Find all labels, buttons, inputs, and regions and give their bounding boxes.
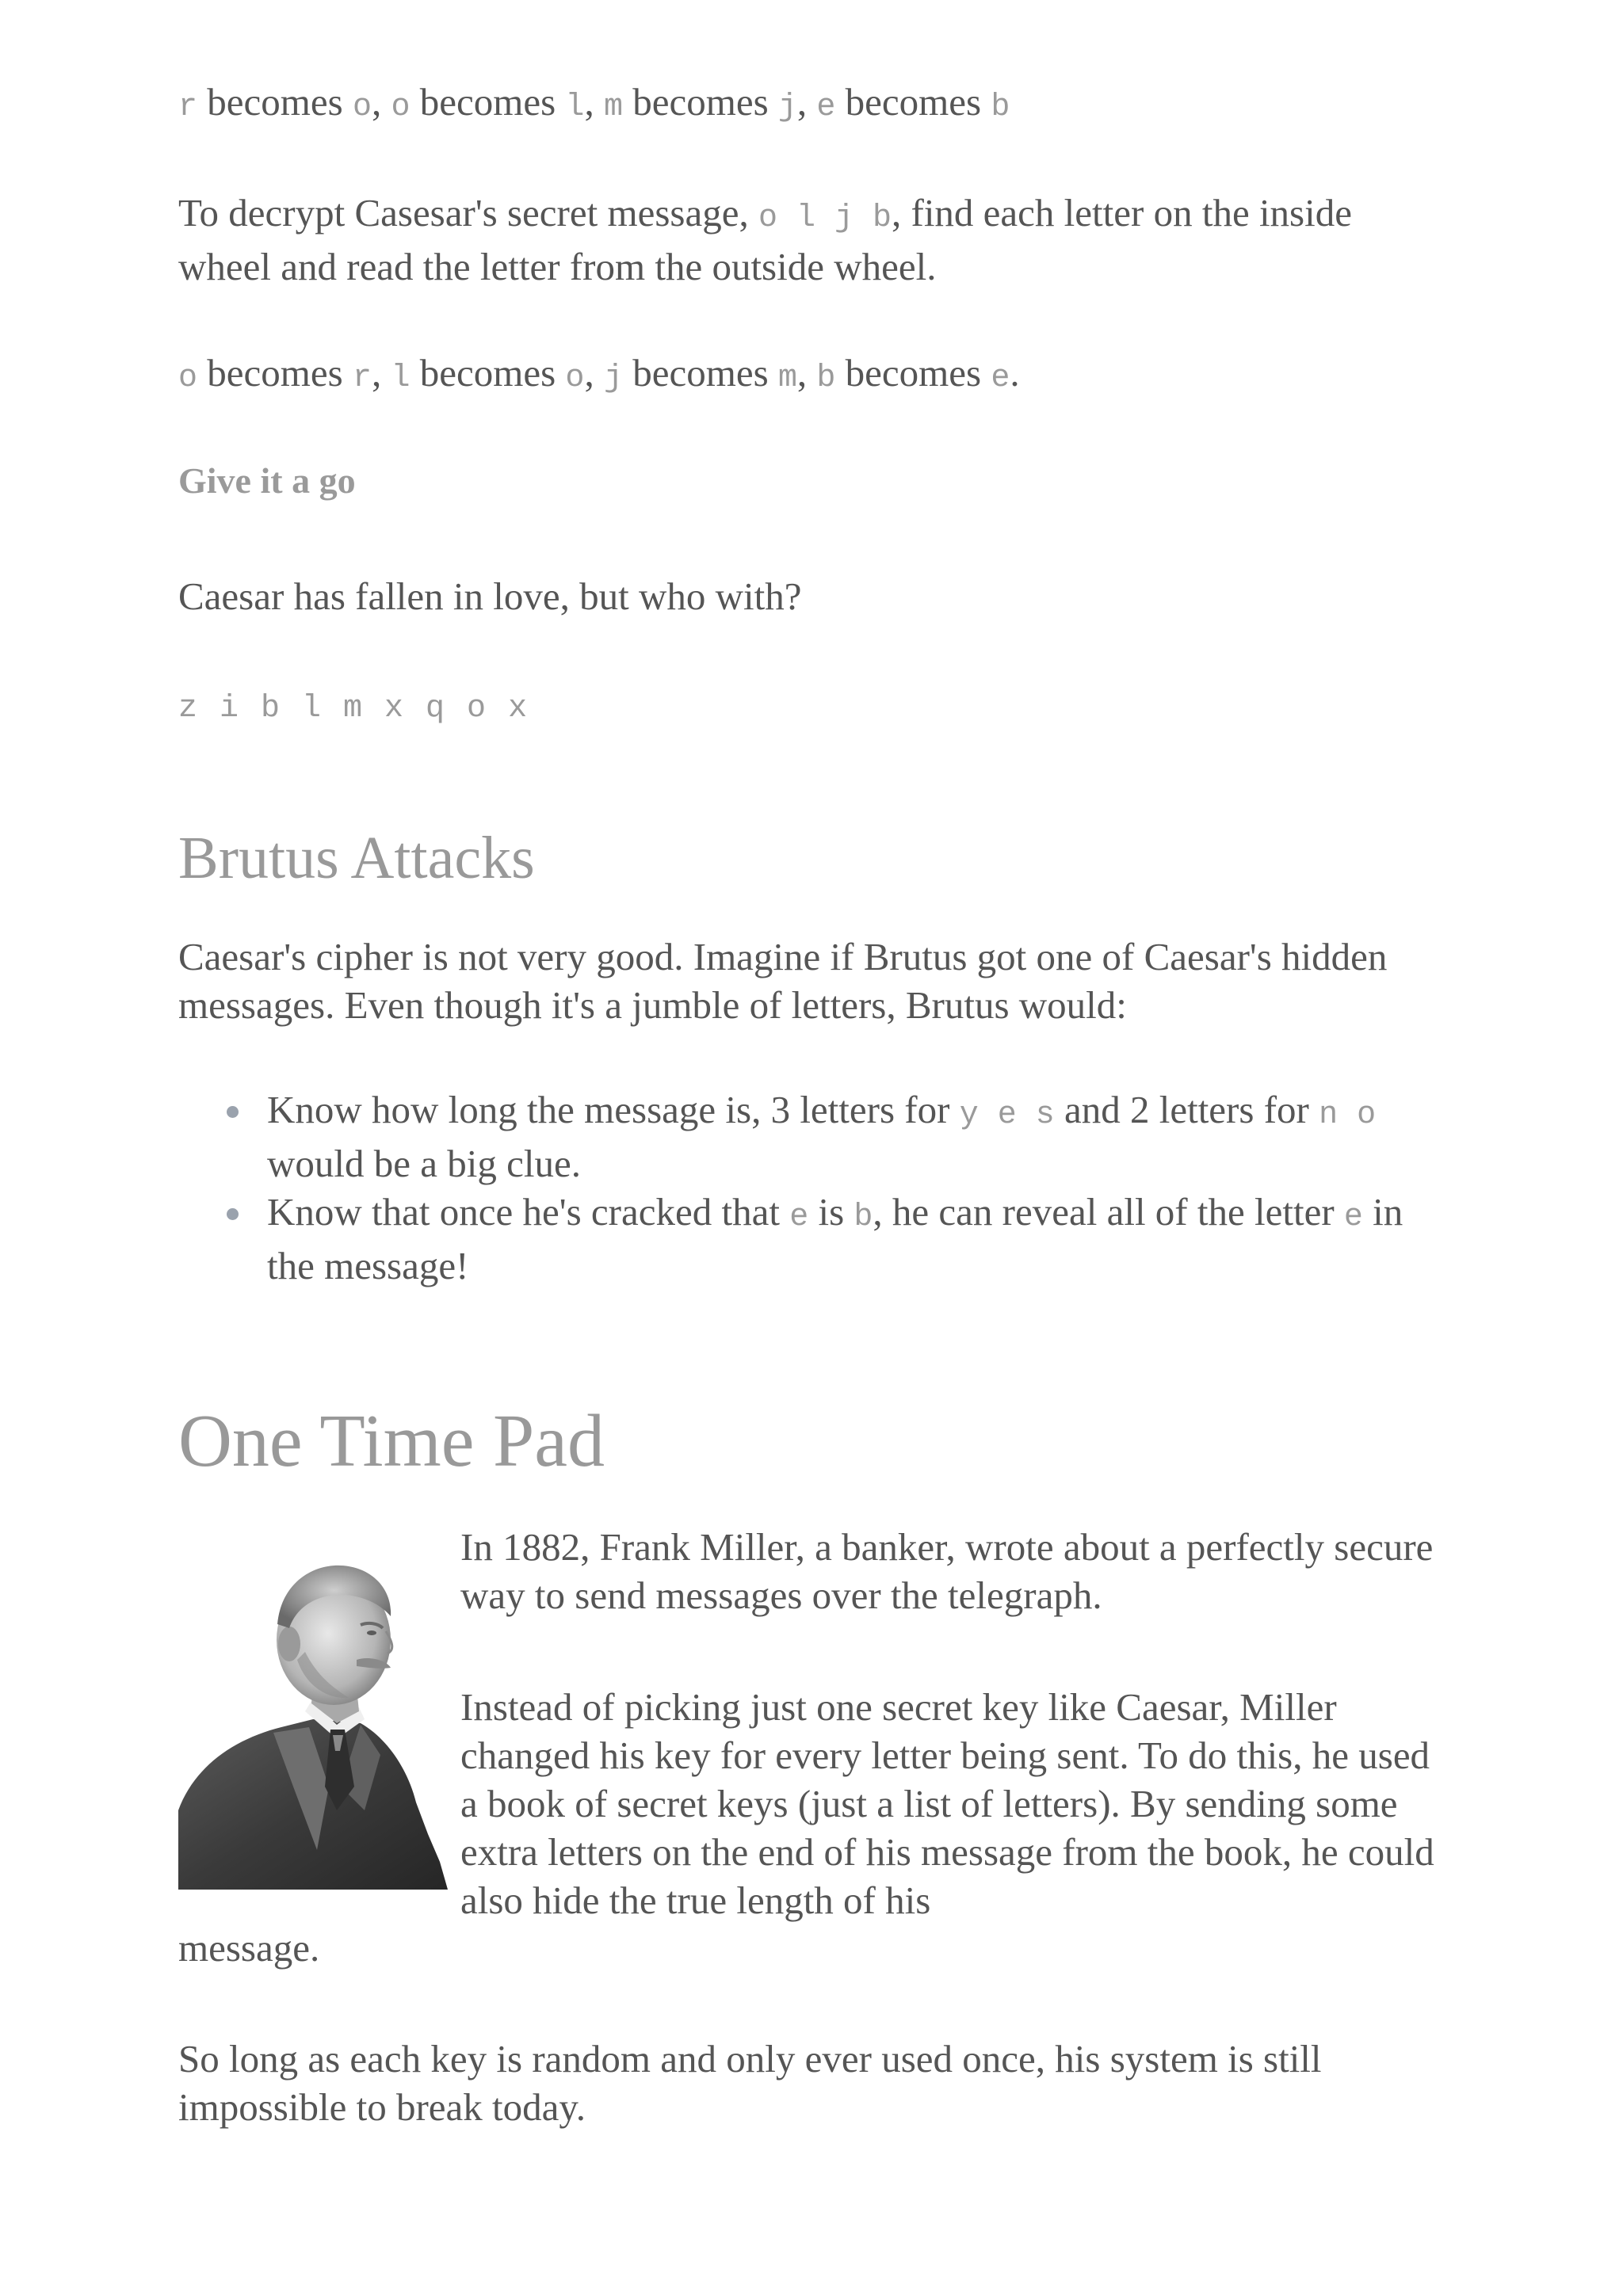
line1-code-letter: m xyxy=(603,90,623,125)
line1-code-letter: o xyxy=(352,90,372,125)
bullet2-text-b: is xyxy=(808,1190,854,1234)
bullet1-text-a: Know how long the message is, 3 letters for xyxy=(267,1088,960,1131)
brutus-intro: Caesar's cipher is not very good. Imagine if Brutus got one of Caesar's hidden messages. Even though it's a jumble of letters, Brutus would: xyxy=(178,935,1388,1027)
bullet2-text-d: in the message! xyxy=(267,1190,1403,1287)
line1-text-fragment: , xyxy=(371,80,391,124)
line2-text-fragment: . xyxy=(1010,351,1020,395)
bullet2-text-a: Know that once he's cracked that xyxy=(267,1190,790,1234)
line2-text-fragment: becomes xyxy=(622,351,778,395)
frank-miller-portrait xyxy=(178,1549,460,1890)
line2-text-fragment: becomes xyxy=(835,351,991,395)
line1-code-letter: j xyxy=(777,90,797,125)
line2-code-letter: m xyxy=(777,360,797,396)
substitution-line-decrypt xyxy=(178,349,1446,402)
cipher-text: z i b l m x q o x xyxy=(178,691,529,727)
bullet-icon xyxy=(227,1106,239,1118)
otp-paragraph-3: So long as each key is random and only ever used once, his system is still impossible to break today. xyxy=(178,2037,1322,2129)
bullet1-code-yes: y e s xyxy=(959,1097,1055,1133)
brutus-bullet-list xyxy=(178,1085,1446,1290)
give-it-a-go-heading: Give it a go xyxy=(178,460,356,501)
decrypt-text-before: To decrypt Casesar's secret message, xyxy=(178,191,758,235)
line2-code-letter: j xyxy=(603,360,623,396)
line2-code-letter: b xyxy=(816,360,836,396)
bullet2-code-b: b xyxy=(854,1199,873,1235)
line1-text-fragment: becomes xyxy=(197,80,353,124)
substitution-line-encrypt xyxy=(178,78,1446,132)
bullet1-text-b: and 2 letters for xyxy=(1054,1088,1319,1131)
list-item xyxy=(178,1188,1446,1290)
line1-text-fragment: , xyxy=(584,80,604,124)
brutus-attacks-heading: Brutus Attacks xyxy=(178,825,535,891)
bullet-icon xyxy=(227,1208,239,1220)
otp-paragraph-2-tail: message. xyxy=(178,1926,320,1970)
line2-text-fragment: becomes xyxy=(197,351,353,395)
line2-text-fragment: , xyxy=(796,351,817,395)
line2-text-fragment: becomes xyxy=(410,351,566,395)
decrypt-text-after: , find each letter on the inside wheel and read the letter from the outside wheel. xyxy=(178,191,1352,288)
line1-text-fragment: becomes xyxy=(622,80,778,124)
line1-code-letter: l xyxy=(565,90,585,125)
bullet2-code-e: e xyxy=(789,1199,809,1235)
bullet1-code-no: n o xyxy=(1319,1097,1377,1133)
line1-code-letter: o xyxy=(391,90,411,125)
line1-code-letter: b xyxy=(991,90,1010,125)
list-item xyxy=(178,1085,1446,1188)
otp-paragraph-2: Instead of picking just one secret key like Caesar, Miller changed his key for every letter being sent. To do this, he used a book of secret keys (just a list of letters). By sending some extra letters on the end of his message from the book, he could also hide the true length of his xyxy=(460,1685,1434,1922)
bullet2-text-c: , he can reveal all of the letter xyxy=(873,1190,1344,1234)
decrypt-code: o l j b xyxy=(758,200,892,236)
decrypt-paragraph xyxy=(178,189,1430,291)
line2-text-fragment: , xyxy=(371,351,391,395)
line2-code-letter: o xyxy=(178,360,198,396)
love-question: Caesar has fallen in love, but who with? xyxy=(178,574,802,618)
line1-text-fragment: becomes xyxy=(410,80,566,124)
line1-text-fragment: becomes xyxy=(835,80,991,124)
bullet1-text-c: would be a big clue. xyxy=(267,1142,581,1185)
otp-paragraph-1: In 1882, Frank Miller, a banker, wrote about a perfectly secure way to send messages over the telegraph. xyxy=(460,1525,1434,1617)
line2-text-fragment: , xyxy=(584,351,604,395)
line2-code-letter: l xyxy=(391,360,411,396)
line1-code-letter: e xyxy=(816,90,836,125)
line2-code-letter: r xyxy=(352,360,372,396)
line2-code-letter: e xyxy=(991,360,1010,396)
line1-code-letter: r xyxy=(178,90,198,125)
line1-text-fragment: , xyxy=(796,80,817,124)
line2-code-letter: o xyxy=(565,360,585,396)
one-time-pad-heading: One Time Pad xyxy=(178,1400,605,1482)
bullet2-code-e2: e xyxy=(1343,1199,1363,1235)
